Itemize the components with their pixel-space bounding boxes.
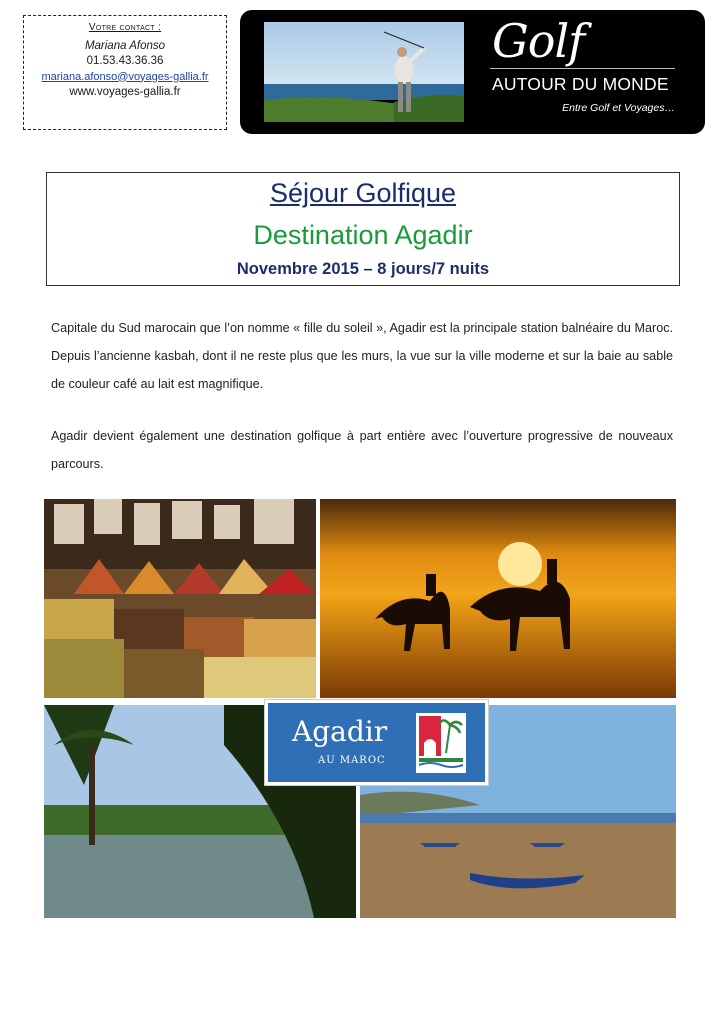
contact-website[interactable]: www.voyages-gallia.fr xyxy=(69,86,181,98)
logo-tagline: Entre Golf et Voyages… xyxy=(562,102,675,114)
trip-dates: Novembre 2015 – 8 jours/7 nuits xyxy=(236,260,490,278)
contact-email-link[interactable]: mariana.afonso@voyages-gallia.fr xyxy=(41,70,209,83)
destination-title: Destination Agadir xyxy=(253,220,473,250)
logo-subtitle: AUTOUR DU MONDE xyxy=(492,74,669,94)
contact-name: Mariana Afonso xyxy=(84,39,166,52)
contact-title: Votre contact : xyxy=(88,22,162,33)
camel-sunset-photo xyxy=(320,499,676,698)
agadir-logo-subtitle: AU MAROC xyxy=(318,755,386,766)
golfer-photo xyxy=(264,22,464,122)
palm-emblem-icon xyxy=(416,713,466,773)
intro-paragraph: Capitale du Sud marocain que l’on nomme « fille du soleil », Agadir est la principale station balnéaire du Maroc. Depuis l’ancienne kasbah, dont il ne reste plus que les murs, la vue sur la ville moderne et sur la baie au sable de couleur café au lait est magnifique. xyxy=(51,321,673,391)
golf-paragraph: Agadir devient également une destination golfique à part entière avec l’ouverture progressive de nouveaux parcours. xyxy=(51,429,673,471)
contact-phone: 01.53.43.36.36 xyxy=(86,55,164,67)
title-box xyxy=(46,172,680,286)
spice-market-photo xyxy=(44,499,316,698)
page-title: Séjour Golfique xyxy=(269,178,457,208)
contact-box xyxy=(23,15,227,130)
logo-divider xyxy=(490,68,675,69)
golf-logo-script: Golf xyxy=(492,14,585,68)
agadir-logo-panel xyxy=(268,703,485,782)
header-banner xyxy=(240,10,705,134)
agadir-tourism-logo xyxy=(264,699,489,786)
agadir-logo-name: Agadir xyxy=(292,715,388,748)
